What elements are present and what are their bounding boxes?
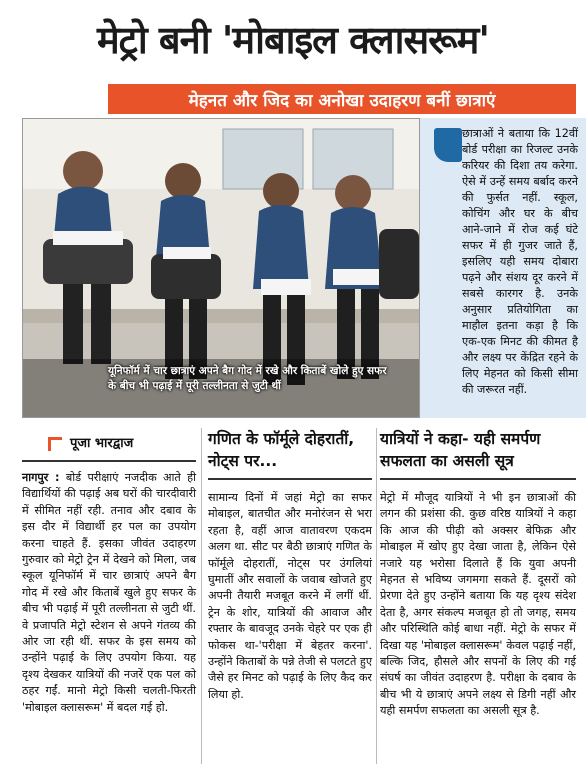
article-column-1 xyxy=(22,428,196,716)
column-divider xyxy=(376,428,377,764)
dateline: नागपुर : xyxy=(22,471,60,484)
subheadline: मेहनत और जिद का अनोखा उदाहरण बनीं छात्राएं xyxy=(188,90,496,111)
byline-corner-icon xyxy=(48,437,62,451)
byline-block xyxy=(22,428,196,462)
sidebar-text: छात्राओं ने बताया कि 12वीं बोर्ड परीक्षा का रिजल्ट उनके करियर की दिशा तय करेगा. ऐसे में उन्हें समय बर्बाद करने की फुर्सत नहीं. स्कूल, कोचिंग और घर के बीच आने-जाने में रोज कई घंटे सफर में ही गुजर जाते हैं, इसलिए यही समय दोबारा पढ़ने और संशय दूर करने में सबसे कारगर है. उनके अनुसार प्रतियोगिता का माहौल इतना कड़ा है कि एक-एक मिनट की कीमत है और लक्ष्य पर केंद्रित रहने के लिए मेहनत को किसी सीमा की जरूरत नहीं. xyxy=(462,127,578,396)
subheadline-bar xyxy=(108,84,576,114)
photo-caption: यूनिफॉर्म में चार छात्राएं अपने बैग गोद में रखे और किताबें खोले हुए सफर के बीच भी पढ़ाई में पूरी तल्लीनता से जुटी थीं xyxy=(108,365,387,392)
article-column-2 xyxy=(208,428,372,703)
column-2-heading: गणित के फॉर्मूले दोहरातीं, नोट्स पर... xyxy=(208,428,372,480)
article-text-1: बोर्ड परीक्षाएं नजदीक आते ही विद्यार्थियों की पढ़ाई अब घरों की चारदीवारी में सीमित नहीं रही. तनाव और दबाव के इस दौर में विद्यार्थी हर पल का उपयोग करना चाहते हैं. इसका जीवंत उदाहरण गुरुवार को मेट्रो ट्रेन में देखने को मिला, जब स्कूल यूनिफॉर्म में चार छात्राएं अपने बैग गोद में रखे और किताबें खुले हुए सफर के बीच भी पढ़ाई में पूरी तल्लीनता से जुटी थीं. वे प्रजापति मेट्रो स्टेशन से अपने गंतव्य की ओर जा रही थीं. सफर के इस समय को उन्होंने पढ़ाई के लिए उपयोग किया. यह दृश्य देखकर यात्रियों की नजरें एक पल को ठहर गईं. मानो मेट्रो किसी चलती-फिरती 'मोबाइल क्लासरूम' में बदल गई हो. xyxy=(22,471,196,714)
article-body-3: मेट्रो में मौजूद यात्रियों ने भी इन छात्राओं की लगन की प्रशंसा की. कुछ वरिष्ठ यात्रियों ने कहा कि आज की पीढ़ी को अक्सर बेफिक्र और मोबाइल में खोए हुए देखा जाता है, लेकिन ऐसे नजारे यह भरोसा दिलाते हैं कि युवा अपनी मेहनत से भविष्य जगमगा सकते हैं. दूसरों को प्रेरणा देते हुए उन्होंने बताया कि यह दृश्य संदेश देता है, अगर संकल्प मजबूत हो तो जगह, समय और परिस्थिति कोई बाधा नहीं. मेट्रो के सफर में दिखा यह 'मोबाइल क्लासरूम' केवल पढ़ाई नहीं, बल्कि जिद, हौसले और सपनों के लिए की गई संघर्ष का जीवंत उदाहरण है. परीक्षा के दबाव के बीच भी ये छात्राएं अपने लक्ष्य से डिगी नहीं और यही समर्पण सफलता का असली सूत्र है. xyxy=(380,491,576,718)
sidebar-box xyxy=(420,118,586,418)
article-body-1 xyxy=(22,470,196,716)
article-column-3 xyxy=(380,428,576,720)
byline: पूजा भारद्वाज xyxy=(70,435,134,451)
headline: मेट्रो बनी 'मोबाइल क्लासरूम' xyxy=(96,18,490,62)
quote-icon xyxy=(434,128,462,162)
article-body-2: सामान्य दिनों में जहां मेट्रो का सफर मोबाइल, बातचीत और मनोरंजन से भरा रहता है, वहीं आज वातावरण एकदम अलग था. सीट पर बैठी छात्राएं गणित के फॉर्मूले दोहरातीं, नोट्स पर उंगलियां घुमातीं और सवालों के जवाब खोजते हुए अपनी तैयारी मजबूत करने में लगीं थीं. ट्रेन के शोर, यात्रियों की आवाज और रफ्तार के बावजूद उनके चेहरे पर एक ही फोकस था-'परीक्षा में बेहतर करना'. उन्होंने किताबों के पन्ने तेजी से पलटते हुए जैसे हर मिनट को पढ़ाई के लिए कैद कर लिया हो. xyxy=(208,491,373,701)
column-divider xyxy=(201,428,202,764)
column-3-heading: यात्रियों ने कहा- यही समर्पण सफलता का असली सूत्र xyxy=(380,428,576,480)
